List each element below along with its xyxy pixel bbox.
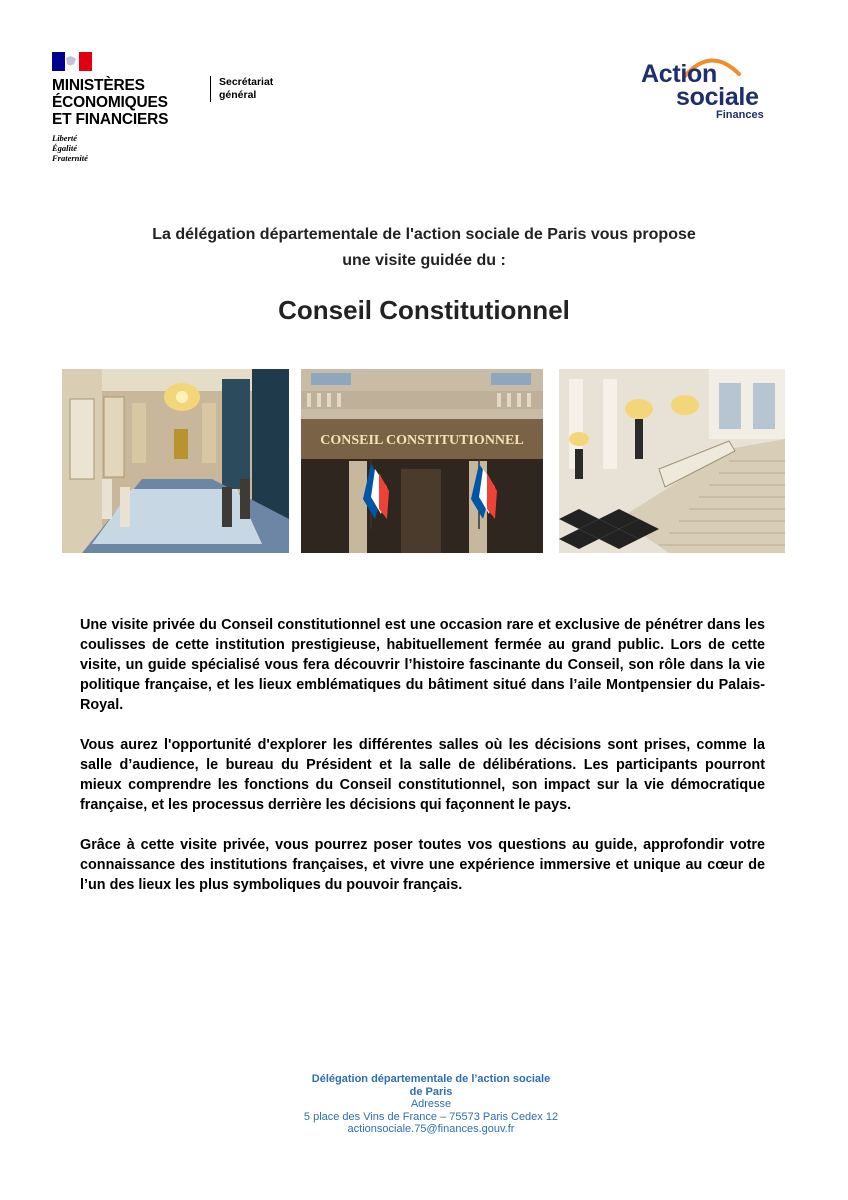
footer-address-label: Adresse: [410, 1098, 452, 1110]
ministry-line-3: ET FINANCIERS: [52, 111, 169, 128]
paragraph-1: Une visite privée du Conseil constitutionnel est une occasion rare et exclusive de pénétrer dans les coulisses de cette institution prestigieuse, habituellement fermée au grand public. Lors de cette visite, un guide spécialisé vous fera découvrir l’histoire fascinante du Conseil, son rôle dans la vie politique française, et les lieux emblématiques du bâtiment situé dans l’aile Montpensier du Palais-Royal.: [80, 617, 765, 713]
footer-email[interactable]: actionsociale.75@finances.gouv.fr: [347, 1123, 515, 1135]
motto-liberte: Liberté: [52, 133, 78, 143]
photo-facade: [301, 369, 543, 553]
footer-org-line-2: de Paris: [409, 1085, 453, 1098]
footer-contact: [0, 1073, 848, 1136]
logo-word-action: Action: [641, 60, 717, 88]
ministry-name: [52, 77, 168, 128]
logo-word-finances: Finances: [716, 109, 764, 121]
paragraph-2: Vous aurez l'opportunité d'explorer les différentes salles où les décisions sont prises, comme la salle d’audience, le bureau du Président et la salle de délibérations. Les participants pourront mieux comprendre les fonctions du Conseil constitutionnel, son impact sur la vie démocratique française, et les processus derrière les décisions qui façonnent le pays.: [80, 737, 765, 813]
salle-deliberations-photo-icon: [62, 369, 289, 553]
motto-fraternite: Fraternité: [52, 153, 88, 163]
logo-word-sociale: sociale: [676, 83, 759, 111]
photo-salle-deliberations: [62, 369, 289, 553]
motto-egalite: Égalité: [52, 143, 78, 153]
intro-text: [0, 222, 848, 274]
ministry-line-1: MINISTÈRES: [52, 77, 145, 94]
secretariat-general-label: [210, 76, 273, 102]
paragraph-3: Grâce à cette visite privée, vous pourrez poser toutes vos questions au guide, approfondir votre connaissance des institutions françaises, et vivre une expérience immersive et unique au cœur de l’un des lieux les plus symboliques du pouvoir français.: [80, 837, 765, 893]
secretariat-line-2: général: [219, 89, 257, 101]
page-title: Conseil Constitutionnel: [278, 295, 570, 325]
description: [80, 615, 765, 915]
footer-address: 5 place des Vins de France – 75573 Paris Cedex 12: [303, 1110, 559, 1123]
photo-escalier: [559, 369, 785, 553]
action-sociale-logo: [641, 56, 781, 126]
ministry-line-2: ÉCONOMIQUES: [52, 94, 168, 111]
intro-line-1: La délégation départementale de l'action sociale de Paris vous propose: [152, 226, 696, 243]
ministry-logo: [52, 52, 168, 163]
secretariat-line-1: Secrétariat: [219, 76, 274, 88]
republic-motto: [52, 133, 168, 163]
footer-org-line-1: Délégation départementale de l’action sociale: [311, 1073, 551, 1085]
escalier-photo-icon: [559, 369, 785, 553]
intro-line-2: une visite guidée du :: [342, 252, 506, 269]
facade-photo-icon: [301, 369, 543, 553]
facade-sign-text: CONSEIL CONSTITUTIONNEL: [320, 433, 524, 448]
marianne-flag-icon: [52, 52, 92, 71]
